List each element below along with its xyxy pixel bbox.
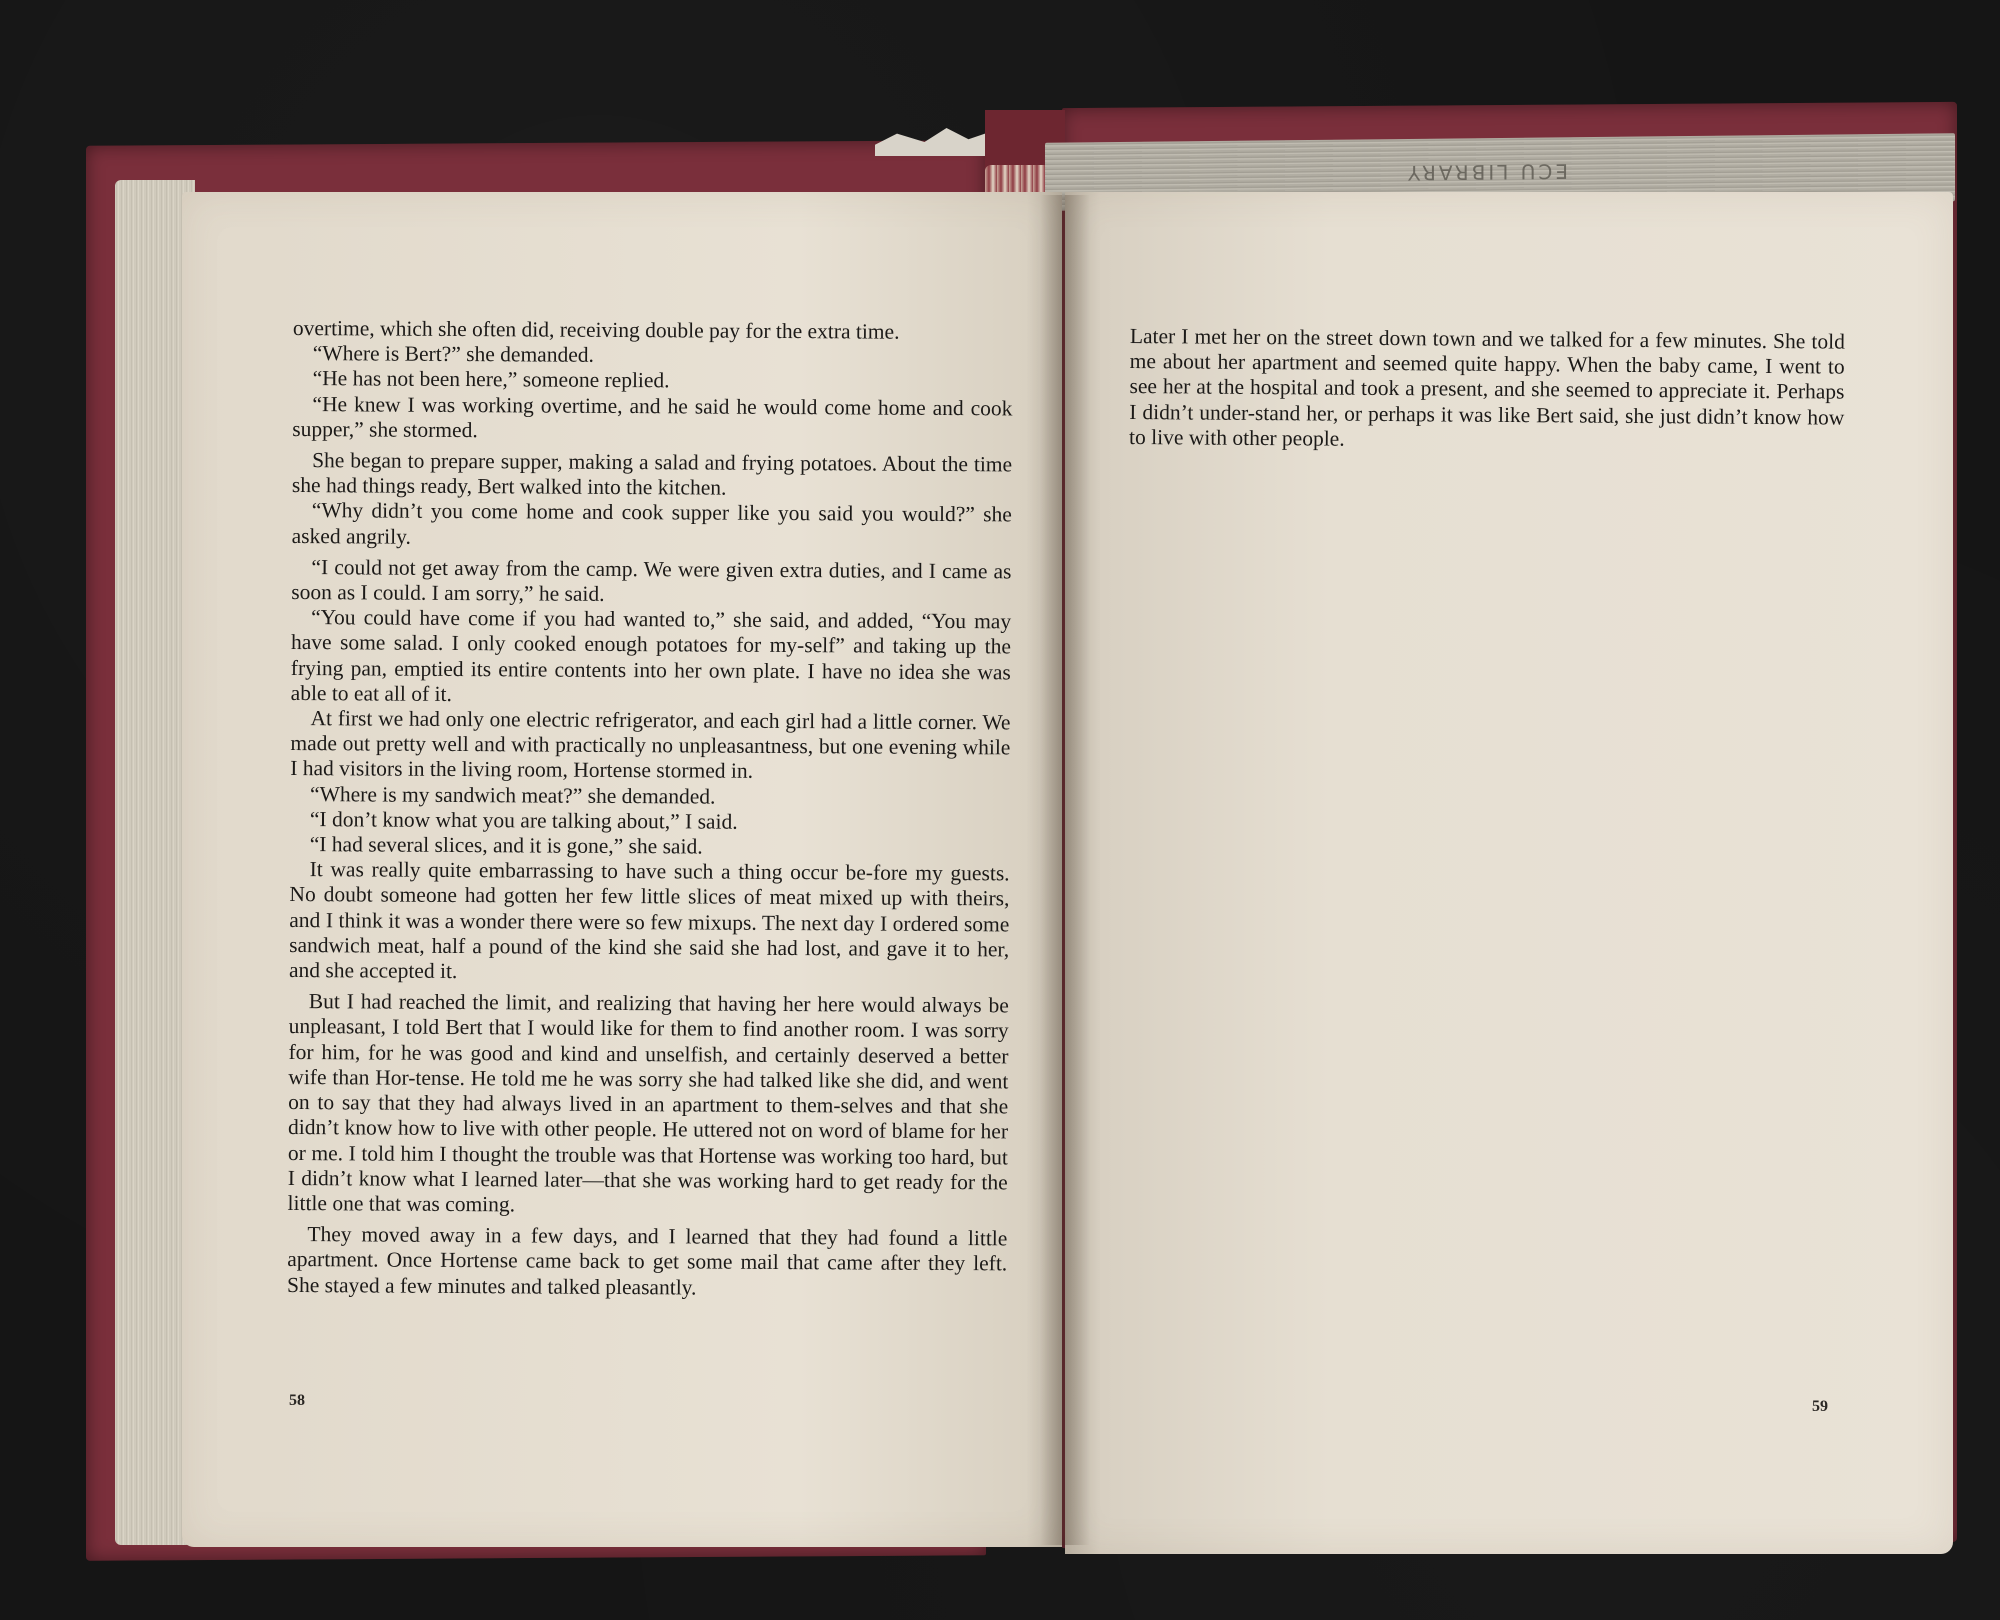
paragraph: But I had reached the limit, and realizing that having her here would always be unpleasant, I told Bert that I would like for them to find another room. I was sorry for him, for he was good and kind and unselfish, and certainly deserved a better wife than Hor-tense. He told me he was sorry she had talked like she did, and went on to say that they had always lived in an apartment to them-selves and that she didn’t know how to live with other people. He uttered not on word of blame for her or me. I told him I thought the trouble was that Hortense was working too hard, but I didn’t know what I learned later—that she was working hard to get ready for the little one that was coming. bbox=[287, 989, 1009, 1217]
paragraph: “He knew I was working overtime, and he said he would come home and cook supper,” she stormed. bbox=[292, 391, 1013, 442]
gutter-shadow bbox=[1040, 195, 1090, 1545]
paragraph: It was really quite embarrassing to have such a thing occur be-fore my guests. No doubt someone had gotten her few little slices of meat mixed up with theirs, and I think it was a wonder there were so few mixups. The next day I ordered some sandwich meat, half a pound of the kind she said she had lost, and gave it to her, and she accepted it. bbox=[288, 857, 1010, 984]
paragraph: overtime, which she often did, receiving double pay for the extra time. bbox=[292, 316, 900, 344]
page-number-left: 58 bbox=[289, 1392, 305, 1409]
paragraph: She began to prepare supper, making a salad and frying potatoes. About the time she had things ready, Bert walked into the kitchen. bbox=[291, 448, 1013, 500]
paragraph: They moved away in a few days, and I learned that they had found a little apartment. Once Hortense came back to get some mail that came after they left. She stayed a few minutes and talked pleasantly. bbox=[287, 1222, 1008, 1299]
paragraph: “Where is my sandwich meat?” she demanded. bbox=[310, 781, 716, 809]
library-stamp: ECU LIBRARY bbox=[1405, 159, 1568, 185]
paragraph: “Where is Bert?” she demanded. bbox=[312, 341, 595, 368]
left-page-text bbox=[287, 316, 1013, 1302]
paragraph: At first we had only one electric refrigerator, and each girl had a little corner. We made out pretty well and with practically no unpleasantness, but one evening while I had visitors in the living room, Hortense stormed in. bbox=[290, 706, 1011, 784]
page-number-right: 59 bbox=[1812, 1398, 1828, 1415]
paragraph: “I could not get away from the camp. We were given extra duties, and I came as soon as I could. I am sorry,” he said. bbox=[291, 554, 1012, 606]
paragraph: “I had several slices, and it is gone,” she said. bbox=[309, 832, 703, 859]
paragraph: “You could have come if you had wanted to,” she said, and added, “You may have some salad. I only cooked enough potatoes for my-self” and taking up the frying pan, emptied its entire contents into her own plate. I have no idea she was able to eat all of it. bbox=[290, 605, 1012, 706]
paragraph: “Why didn’t you come home and cook supper like you said you would?” she asked angrily. bbox=[291, 498, 1012, 549]
paragraph: “I don’t know what you are talking about,” I said. bbox=[309, 806, 738, 834]
paragraph: “He has not been here,” someone replied. bbox=[312, 366, 670, 393]
right-page-text bbox=[1129, 324, 1845, 456]
paragraph: Later I met her on the street down town and we talked for a few minutes. She told me about her apartment and seemed quite happy. When the baby came, I went to see her at the hospital and took a present, and she seemed to appreciate it. Perhaps I didn’t under-stand her, or perhaps it was like Bert said, she just didn’t know how to live with other people. bbox=[1129, 324, 1845, 451]
